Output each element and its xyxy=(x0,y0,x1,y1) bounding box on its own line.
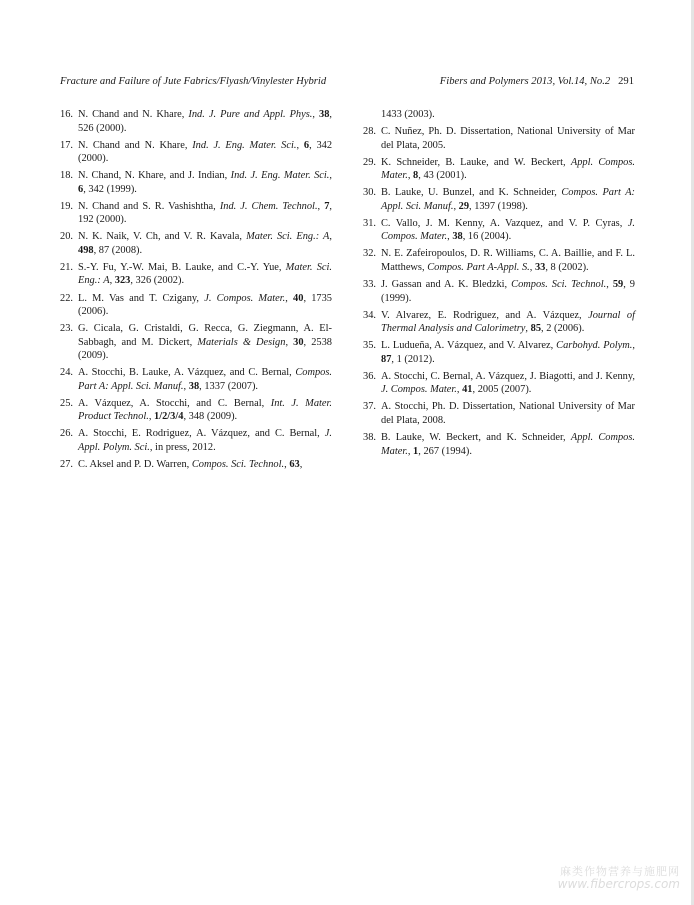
reference-item xyxy=(60,230,332,257)
reference-text xyxy=(381,400,635,427)
reference-segment: , xyxy=(299,459,303,471)
reference-text xyxy=(381,339,635,366)
volume-number: 87 xyxy=(381,353,392,365)
reference-segment: N. Chand and N. Khare, xyxy=(78,109,189,120)
reference-segment: N. Chand, N. Khare, and J. Indian, xyxy=(78,170,231,182)
journal-name: Compos. Sci. Technol. xyxy=(191,459,285,471)
reference-segment: , xyxy=(317,200,325,212)
reference-text xyxy=(381,156,635,183)
reference-text xyxy=(381,186,635,213)
reference-segment: , 326 (2002). xyxy=(130,275,185,287)
reference-segment: , 526 (2000). xyxy=(78,109,333,134)
reference-segment: L. Ludueña, A. Vázquez, and V. Alvarez, xyxy=(381,340,557,352)
reference-number: 17. xyxy=(60,139,73,151)
reference-text xyxy=(381,431,635,458)
references-left-column xyxy=(60,108,332,475)
reference-segment: , xyxy=(109,275,115,287)
reference-segment: , xyxy=(148,411,155,423)
reference-segment: , in press, 2012. xyxy=(149,441,216,453)
reference-number: 29. xyxy=(363,156,376,168)
reference-segment: C. Nuñez, Ph. D. Dissertation, National University of Mar del Plata, 2005. xyxy=(381,126,635,151)
reference-number: 27. xyxy=(60,459,73,471)
reference-number: 33. xyxy=(363,279,376,291)
reference-item xyxy=(363,186,635,213)
reference-segment: A. Vázquez, A. Stocchi, and C. Bernal, xyxy=(78,397,271,409)
reference-text xyxy=(78,427,332,454)
volume-number: 498 xyxy=(78,244,94,256)
journal-name: Ind. J. Chem. Technol. xyxy=(219,200,318,212)
reference-item xyxy=(60,261,332,288)
journal-name: Compos. Part A-Appl. S. xyxy=(427,261,530,273)
reference-number: 35. xyxy=(363,340,376,352)
reference-segment: , xyxy=(312,109,320,120)
reference-segment: , xyxy=(296,139,304,151)
volume-number: 38 xyxy=(319,109,330,120)
reference-number: 32. xyxy=(363,248,376,260)
reference-segment: , xyxy=(329,170,332,182)
reference-segment: , 2005 (2007). xyxy=(472,384,532,396)
journal-name: Ind. J. Eng. Mater. Sci. xyxy=(230,170,330,182)
running-title: Fracture and Failure of Jute Fabrics/Flyash/Vinylester Hybrid xyxy=(60,76,327,87)
journal-name: Ind. J. Eng. Mater. Sci. xyxy=(192,139,297,151)
volume-number: 8 xyxy=(413,170,419,182)
journal-name: J. Compos. Mater. xyxy=(204,292,286,304)
journal-name: J. Compos. Mater. xyxy=(381,384,457,396)
journal-citation: Fibers and Polymers 2013, Vol.14, No.2 xyxy=(439,76,611,87)
reference-segment: , 8 (2002). xyxy=(545,261,589,273)
reference-item xyxy=(363,278,635,305)
journal-name: Int. J. Mater. Product Technol. xyxy=(78,397,332,423)
reference-segment: , xyxy=(632,340,635,352)
reference-segment: A. Stocchi, B. Lauke, A. Vázquez, and C. Bernal, xyxy=(78,367,296,379)
reference-number: 21. xyxy=(60,261,73,273)
reference-number: 19. xyxy=(60,200,73,212)
reference-segment: , xyxy=(285,336,294,348)
volume-number: 7 xyxy=(324,200,330,212)
watermark-url: www.fibercrops.com xyxy=(557,877,680,891)
reference-text xyxy=(381,278,635,305)
reference-segment: , xyxy=(284,459,290,471)
reference-segment: , xyxy=(329,231,332,243)
reference-number: 34. xyxy=(363,309,376,321)
reference-text xyxy=(78,261,332,288)
reference-segment: , 87 (2008). xyxy=(93,244,143,256)
reference-number: 38. xyxy=(363,432,376,444)
reference-number: 31. xyxy=(363,217,376,229)
reference-text xyxy=(78,108,332,135)
page-number: 291 xyxy=(618,76,634,87)
reference-segment: , xyxy=(407,170,414,182)
reference-item xyxy=(363,431,635,458)
reference-segment: , 2538 (2009). xyxy=(78,336,332,362)
reference-segment: , 1 (2012). xyxy=(391,353,435,365)
reference-text xyxy=(381,125,635,152)
reference-segment: C. Aksel and P. D. Warren, xyxy=(78,459,192,471)
reference-segment: B. Lauke, W. Beckert, and K. Schneider, xyxy=(381,432,571,444)
journal-name: Compos. Sci. Technol. xyxy=(511,279,607,291)
reference-segment: N. K. Naik, V. Ch, and V. R. Kavala, xyxy=(78,231,247,243)
reference-text xyxy=(78,366,332,393)
reference-item xyxy=(60,458,332,472)
reference-segment: C. Vallo, J. M. Kenny, A. Vazquez, and V. P. Cyras, xyxy=(381,217,628,229)
reference-text xyxy=(381,217,635,244)
volume-number: 41 xyxy=(462,384,473,396)
reference-segment: , 192 (2000). xyxy=(78,200,332,226)
reference-number: 30. xyxy=(363,187,376,199)
journal-name: Ind. J. Pure and Appl. Phys. xyxy=(188,109,313,120)
volume-number: 1/2/3/4 xyxy=(154,411,184,423)
reference-segment: , xyxy=(453,200,459,212)
volume-number: 63 xyxy=(289,459,300,471)
reference-item xyxy=(363,370,635,397)
volume-number: 6 xyxy=(303,139,310,151)
reference-text xyxy=(78,230,332,257)
reference-number: 24. xyxy=(60,367,73,379)
volume-number: 38 xyxy=(452,231,463,243)
reference-number: 25. xyxy=(60,397,73,409)
reference-text xyxy=(78,200,332,227)
references-right-column xyxy=(363,108,635,462)
journal-name: Mater. Sci. Eng.: A xyxy=(246,231,330,243)
reference-segment: , xyxy=(456,384,463,396)
reference-number: 26. xyxy=(60,428,73,440)
reference-text xyxy=(78,458,332,472)
reference-segment: , 2 (2006). xyxy=(541,323,585,335)
reference-segment: , 1337 (2007). xyxy=(199,380,259,392)
reference-item xyxy=(60,397,332,424)
reference-segment: N. E. Zafeiropoulos, D. R. Williams, C. A. Baillie, and F. L. Matthews, xyxy=(381,248,635,273)
reference-segment: , xyxy=(407,445,414,457)
journal-name: Carbohyd. Polym. xyxy=(556,340,633,352)
journal-name: J. Compos. Mater. xyxy=(381,217,635,243)
reference-number: 18. xyxy=(60,170,73,182)
reference-segment: A. Stocchi, Ph. D. Dissertation, National University of Mar del Plata, 2008. xyxy=(381,401,635,426)
reference-segment: A. Stocchi, E. Rodriguez, A. Vázquez, and C. Bernal, xyxy=(78,428,325,440)
reference-item xyxy=(363,400,635,427)
reference-item xyxy=(60,108,332,135)
reference-text xyxy=(78,292,332,319)
reference-item xyxy=(60,200,332,227)
reference-segment: , xyxy=(529,261,535,273)
reference-item xyxy=(60,292,332,319)
reference-number: 16. xyxy=(60,109,73,120)
watermark xyxy=(558,865,680,891)
reference-item xyxy=(363,247,635,274)
journal-name: Materials & Design xyxy=(197,336,286,348)
journal-info xyxy=(440,76,634,87)
volume-number: 6 xyxy=(78,183,84,195)
reference-segment: , 342 (2000). xyxy=(78,139,333,165)
volume-number: 323 xyxy=(114,275,131,287)
reference-segment: J. Gassan and A. K. Bledzki, xyxy=(381,279,512,291)
reference-text xyxy=(78,169,332,196)
reference-segment: N. Chand and S. R. Vashishtha, xyxy=(78,200,220,212)
reference-segment: K. Schneider, B. Lauke, and W. Beckert, xyxy=(381,156,571,168)
volume-number: 29 xyxy=(458,200,470,212)
reference-item xyxy=(60,169,332,196)
reference-segment: L. M. Vas and T. Czigany, xyxy=(78,292,205,304)
journal-name: Compos. Part A: Appl. Sci. Manuf. xyxy=(78,367,332,392)
reference-segment: , 1735 (2006). xyxy=(78,292,332,318)
volume-number: 33 xyxy=(534,261,546,273)
reference-segment: , xyxy=(285,292,294,304)
reference-item xyxy=(363,156,635,183)
reference-text xyxy=(78,397,332,424)
reference-item xyxy=(60,139,332,166)
reference-segment: A. Stocchi, C. Bernal, A. Vázquez, J. Biagotti, and J. Kenny, xyxy=(381,370,635,382)
reference-item xyxy=(60,427,332,454)
reference-segment: , xyxy=(525,323,531,335)
volume-number: 38 xyxy=(188,380,200,392)
reference-number: 22. xyxy=(60,292,73,304)
reference-segment: , 342 (1999). xyxy=(83,183,137,195)
reference-text xyxy=(381,370,635,397)
reference-segment: , xyxy=(447,231,453,243)
reference-number: 37. xyxy=(363,401,376,413)
reference-text xyxy=(381,247,635,274)
reference-item xyxy=(363,309,635,336)
reference-segment: , 43 (2001). xyxy=(418,170,467,182)
reference-number: 28. xyxy=(363,126,376,138)
reference-segment: , 1397 (1998). xyxy=(469,200,528,212)
reference-segment: B. Lauke, U. Bunzel, and K. Schneider, xyxy=(381,187,562,199)
journal-name: Compos. Part A: Appl. Sci. Manuf. xyxy=(381,187,635,212)
reference-continuation: 1433 (2003). xyxy=(381,109,435,120)
reference-item xyxy=(363,217,635,244)
reference-segment: V. Alvarez, E. Rodriguez, and A. Vázquez, xyxy=(381,309,589,321)
reference-segment: G. Cicala, G. Cristaldi, G. Recca, G. Ziegmann, A. El-Sabbagh, and M. Dickert, xyxy=(78,323,332,348)
journal-name: J. Appl. Polym. Sci. xyxy=(78,428,332,453)
reference-item xyxy=(363,125,635,152)
reference-segment: , 348 (2009). xyxy=(183,411,238,423)
reference-number: 23. xyxy=(60,323,73,335)
reference-item xyxy=(363,339,635,366)
journal-name: Appl. Compos. Mater. xyxy=(381,432,635,457)
watermark-site-name: 麻类作物营养与施肥网 xyxy=(560,865,680,878)
reference-item xyxy=(60,322,332,363)
reference-item xyxy=(60,366,332,393)
reference-segment: , 16 (2004). xyxy=(462,231,512,243)
reference-segment: , xyxy=(606,279,613,291)
reference-number: 20. xyxy=(60,231,73,243)
reference-segment: , 9 (1999). xyxy=(381,279,635,304)
reference-segment: N. Chand and N. Khare, xyxy=(78,139,193,151)
volume-number: 85 xyxy=(530,323,542,335)
reference-text xyxy=(78,322,332,363)
journal-name: Journal of Thermal Analysis and Calorimetry xyxy=(381,309,635,335)
volume-number: 40 xyxy=(293,292,304,304)
journal-name: Mater. Sci. Eng.: A xyxy=(78,261,332,287)
journal-name: Appl. Compos. Mater. xyxy=(381,156,635,182)
volume-number: 1 xyxy=(413,445,419,457)
reference-segment: , 267 (1994). xyxy=(418,445,472,457)
reference-text xyxy=(78,139,332,166)
reference-number: 36. xyxy=(363,370,376,382)
reference-segment: S.-Y. Fu, Y.-W. Mai, B. Lauke, and C.-Y. Yue, xyxy=(78,261,286,273)
reference-segment: , xyxy=(183,380,189,392)
volume-number: 30 xyxy=(293,336,304,348)
volume-number: 59 xyxy=(612,279,624,291)
reference-text xyxy=(381,309,635,336)
